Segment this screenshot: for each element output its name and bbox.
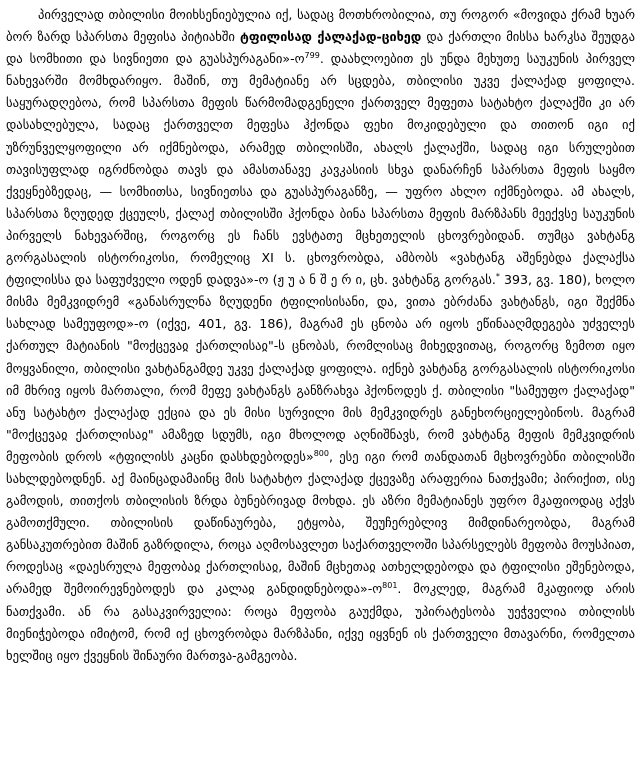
bold-phrase: ტფილისად ქალაქად-ციხედ xyxy=(240,29,422,45)
text-segment: . დაახლოებით ეს უნდა მეხუთე საუკუნის პირველ ნახევარში მომხდარიყო. მაშინ, თუ მემატიანე არ სცდება, თბილისი უკვე ქალაქად ყოფილა. საყურადღებოა, რომ სპარსთა მეფის წარმომადგენელი ქართველ მეფეთა სატახტო ქალაქში კი არ დასახლებულა, სადაც ქართველთ მეფესა ჰქონდა ფეხი მოკიდებული და თითონ იგი იქ უზრუნველყოფილი არ იქმნებოდა, არამედ თბილისში, ახალს ქალაქში, სადაც იგი სრულებით თავისუფლად იგრძნობდა თავს და ამასთანავე კავკასიის სხვა დანარჩენ სპარსთა მეფის საყმო ქვეყნებზედაც, — სომხითსა, სივნიეთსა და გუასპურაგანზე, — უფრო ახლო იქმნებოდა. ამ ახალს, სპარსთა ზღუდედ ქცეულს, ქალაქ თბილისში ჰქონდა ბინა სპარსთა მეფის მარზპანს მეექვსე საუკუნის პირველს ნახევარშიც, როგორც ეს ჩანს ევსტათე მცხეთელის ცხოვრებიდან. თუმცა ვახტანგ გორგასალის ისტორიკოსი, რომელიც XI ს. ცხოვრობდა, ამბობს «ვახტანგ აშენებდა ქალაქსა ტფილისსა და საფუძველი ოდენ დადვა»-ო (ჟ უ ა ნ შ ე რ ი, ცხ. ვახტანგ გორგას. xyxy=(6,51,635,288)
footnote-ref-799: 799 xyxy=(304,51,320,60)
footnote-ref-801: 801 xyxy=(382,581,398,591)
body-paragraph xyxy=(6,4,635,667)
footnote-ref-asterisk: * xyxy=(495,271,500,281)
text-segment: 393, გვ. 180), ხოლო მისმა მემკვიდრემ «განასრულნა ზღუდენი ტფილისისანი, და, ვითა ებრძანა ვახტანგს, იგი შექმნა სახლად სამეუფოდ»-ო (იქვე, 401, გვ. 186), მაგრამ ეს ცნობა არ იყოს ეწინააღმდეგება უძველეს ქართულ მატიანის "მოქცევაჲ ქართლისაჲ"-ს ცნობას, რომლისაც მიხედვითაც, როგორც ზემოთ იყო მოყვანილი, თბილისი ვახტანგამდე უკვე ქალაქად ყოფილა. იქნებ ვახტანგ გორგასალის ისტორიკოსი იმ მხრივ იყოს მართალი, რომ მეფე ვახტანგს განზრახვა ჰქონოდეს ქ. თბილისი "სამეუფო ქალაქად" ანუ სატახტო ქალაქად ექცია და ეს მისი სურვილი მის მემკვიდრეს განეხორციელებინოს. მაგრამ "მოქცევაჲ ქართლისაჲ" ამაზედ სდუმს, იგი მხოლოდ აღნიშნავს, რომ ვახტანგ მეფის მემკვიდრის მეფობის დროს «ტფილისს კაცნი დასხდებოდეს» xyxy=(6,272,635,464)
text-segment: და ქართლი მისსა ხარკსა შეუდგა და სომხითი და სივნიეთი და გუასპურაგანი»-ო xyxy=(6,29,635,67)
text-segment: პირველად თბილისი მოიხსენიებულია იქ, სადაც მოთხრობილია, თუ როგორ «მოვიდა ქრამ ხუარ ბორ ზარდ სპარსთა მეფისა პიტიახში xyxy=(6,7,635,45)
footnote-ref-800: 800 xyxy=(313,448,329,458)
text-segment: . მოკლედ, მაგრამ მკაფიოდ არის ნათქვამი. ან რა გასაკვირველია: როცა მეფობა გაუქმდა, უპირატესობა უეჭველია თბილისს მიენიჭებოდა იმიტომ, რომ იქ ცხოვრობდა მარზპანი, იქვე იყვნენ ის ქართველი მთავარნი, რომელთა ხელშიც იყო ქვეყნის შინაური მართვა-გამგეობა. xyxy=(6,581,635,663)
text-segment: , ესე იგი რომ თანდათან მცხოვრებნი თბილისში სახლდებოდნენ. აქ მაინცადამაინც მის სატახტო ქალაქად ქცევაზე არაფერია ნათქვამი; პირიქით, ისე გამოდის, თითქოს თბილისის ზრდა ბუნებრივად მოხდა. ეს აზრი მემატიანეს უფრო მკაფიოდაც აქვს გამოთქმული. თბილისის დაწინაურება, ეტყობა, შეუჩერებლივ მიმდინარეობდა, მაგრამ განსაკუთრებით მაშინ გაზრდილა, როცა აღმოსავლეთ საქართველოში სპარსელებს მეფობა მოუსპიათ, როდესაც «დაესრულა მეფობაჲ ქართლისაჲ, მაშინ მცხეთაჲ ათხელდებოდა და ტფილისი ეშენებოდა, არამედ შემოირევნებოდეს და კალაჲ განდიდნებოდა»-ო xyxy=(6,448,635,597)
